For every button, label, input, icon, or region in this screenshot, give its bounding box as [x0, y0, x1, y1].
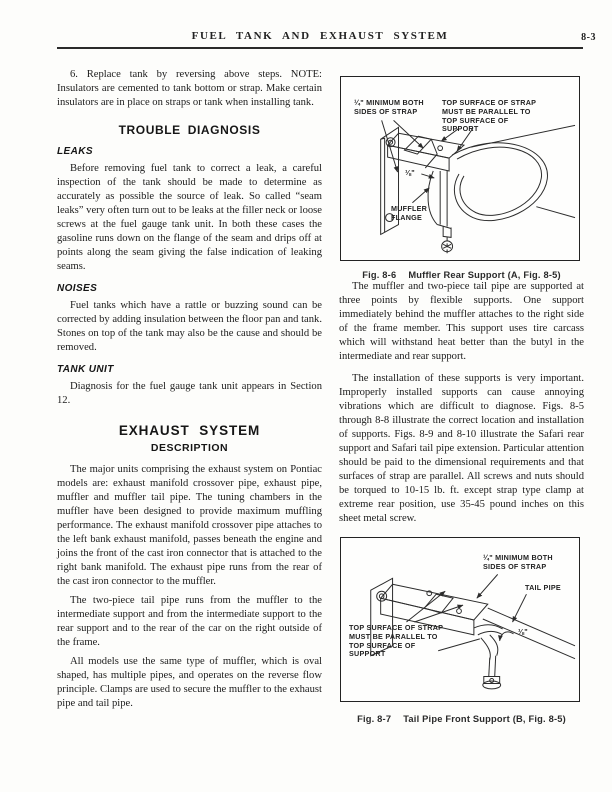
figure-8-7-frame — [340, 537, 580, 702]
exhaust-system-heading: EXHAUST SYSTEM — [118, 423, 261, 438]
description-paragraph-3: All models use the same type of muffler, which is oval shaped, has multiple pipes, and operates on the reverse flow principle. Clamps are used to secure the muffler to the exhaust pipe and tail pipe. — [57, 656, 322, 709]
page-number: 8-3 — [581, 32, 596, 43]
fig86-caption-title: Muffler Rear Support (A, Fig. 8-5) — [408, 270, 561, 280]
supports-paragraph-2: The installation of these supports is very important. Improperly installed supports can cause annoying vibrations which are difficult to diagnose. Figs. 8-5 through 8-8 illustrate the correct location and installation of supports. Figs. 8-9 and 8-10 illustrate the Safari rear support and Safari tail pipe extension. Particular attention should be paid to the dimensional requirements and that surfaces of strap are parallel. All screws and nuts should be torqued to 10-15 lb. ft. except strap type clamp at extreme rear position, use 35-45 pound inches on this sheet metal screw. — [339, 373, 584, 524]
leaks-subheading: LEAKS — [57, 146, 93, 157]
page-title: FUEL TANK AND EXHAUST SYSTEM — [191, 30, 449, 42]
step6-paragraph: 6. Replace tank by reversing above steps. NOTE: Insulators are cemented to tank bottom or strap. Make certain insulators are in place on straps or tank when installing tank. — [57, 69, 322, 108]
right-column — [339, 76, 584, 724]
fig87-caption-title: Tail Pipe Front Support (B, Fig. 8-5) — [403, 714, 566, 724]
description-paragraph-2: The two-piece tail pipe runs from the muffler to the intermediate support and from the intermediate support to the rear support and to the rear of the car on the right outside of the frame. — [57, 595, 322, 648]
fig86-label-quarter: ¼" MINIMUM BOTH SIDES OF STRAP — [354, 98, 424, 116]
fig87-caption — [339, 714, 584, 724]
noises-paragraph: Fuel tanks which have a rattle or buzzing sound can be corrected by adding insulation between the floor pan and tank. Stones on top of the tank may also be the cause and should be removed. — [57, 300, 322, 353]
description-paragraph-1: The major units comprising the exhaust system on Pontiac models are: exhaust manifold crossover pipe, exhaust pipe, muffler and muffler tail pipe. The tuning chambers in the muffler have been designed to provide maximum muffling performance. The exhaust manifold crossover pipe attaches to the left bank exhaust manifold, passes beneath the engine and joins the front of the cast iron connector that is attached to the right bank manifold. The exhaust pipe runs from the rear of the cast iron connector to the muffler. — [57, 464, 322, 587]
fig87-label-quarter: ¼" MINIMUM BOTH SIDES OF STRAP — [483, 553, 553, 571]
supports-paragraph-1: The muffler and two-piece tail pipe are supported at three points by flexible supports. One support immediately behind the muffler attaches to the right side of the frame member. This support uses tire carcass which will withstand heat better than the butyl in the intermediate and rear support. — [339, 281, 584, 362]
description-heading: DESCRIPTION — [150, 442, 229, 454]
figure-8-6-frame — [340, 76, 580, 261]
figure-8-6 — [339, 76, 584, 280]
fig87-label-eighth: ⅛" — [518, 627, 528, 636]
fig86-caption-number: Fig. 8-6 — [362, 270, 397, 280]
fig86-label-eighth: ⅛" — [405, 168, 415, 177]
page-header — [57, 30, 596, 43]
fig87-label-tail-pipe: TAIL PIPE — [525, 583, 561, 592]
tank-unit-paragraph: Diagnosis for the fuel gauge tank unit appears in Section 12. — [57, 381, 322, 406]
fig87-caption-number: Fig. 8-7 — [357, 714, 392, 724]
fig86-label-muffler-flange: MUFFLER FLANGE — [391, 204, 428, 222]
trouble-diagnosis-heading: TROUBLE DIAGNOSIS — [118, 123, 261, 137]
header-rule — [57, 47, 583, 49]
fig86-caption — [339, 270, 584, 280]
fig87-label-top-surface: TOP SURFACE OF STRAP MUST BE PARALLEL TO TOP SURFACE OF SUPPORT — [349, 623, 444, 659]
left-column — [57, 68, 322, 716]
figure-8-7 — [339, 537, 584, 724]
tank-unit-subheading: TANK UNIT — [57, 364, 114, 375]
leaks-paragraph: Before removing fuel tank to correct a leak, a careful inspection of the tank should be made to determine as accurately as possible the source of leak. So called “seam leaks” very often turn out to be leaks at the filler neck or loose screws at the fuel gauge tank unit. In both these cases the gasoline runs down on the flange of the seam and drips off at points along the seam giving the false indication of leaking seams. — [57, 163, 322, 272]
fig86-label-top-surface: TOP SURFACE OF STRAP MUST BE PARALLEL TO TOP SURFACE OF SUPPORT — [442, 98, 537, 134]
noises-subheading: NOISES — [57, 283, 98, 294]
